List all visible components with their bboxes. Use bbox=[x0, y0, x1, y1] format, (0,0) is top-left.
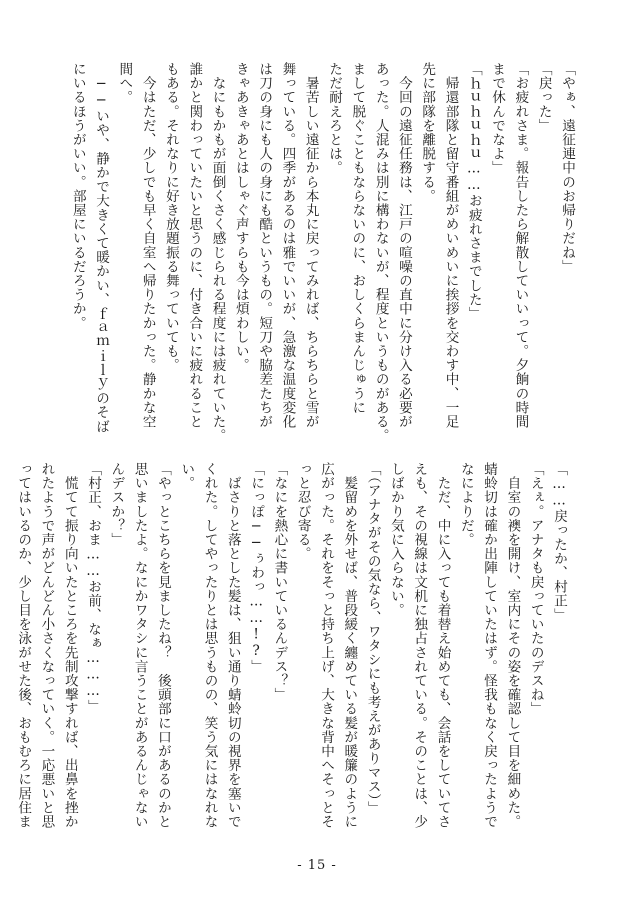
text-line: 「お疲れさま。報告したら解散していいって。夕餉の時間 bbox=[512, 62, 529, 429]
text-line: 暑苦しい遠征から本丸に戻ってみれば、ちらちらと雪が bbox=[302, 62, 319, 429]
text-line: ただ、中に入っても着替え始めても、会話をしていてさ bbox=[434, 462, 451, 829]
text-line: っと忍び寄る。 bbox=[294, 462, 311, 561]
text-line: にいるほうがいい。部屋にいるだろうか。 bbox=[69, 62, 86, 330]
text-line: 今はただ、少しでも早く自室へ帰りたかった。静かな空 bbox=[139, 62, 156, 429]
text-line: 「やっとこちらを見ましたね？ 後頭部に口があるのかと bbox=[154, 462, 171, 829]
text-line: ばさりと落とした髪は、狙い通り蜻蛉切の視界を塞いで bbox=[224, 462, 241, 829]
text-line: 髪留めを外せば、普段緩く纏めている髪が暖簾のように bbox=[341, 462, 358, 829]
text-line: 広がった。それをそっと持ち上げ、大きな背中へそっとそ bbox=[318, 462, 335, 829]
text-line: 「村正、おま……お前、なぁ………」 bbox=[85, 462, 102, 714]
text-line: 誰かと関わっていたいと思うのに、付き合いに疲れること bbox=[186, 62, 203, 429]
text-line: ──いや、静かで大きくて暖かい、ｆａｍｉｌｙのそば bbox=[93, 62, 110, 434]
text-block-top bbox=[69, 62, 578, 443]
text-line: 舞っている。四季があるのは雅でいいが、急激な温度変化 bbox=[279, 62, 296, 429]
text-line: 蜻蛉切は確か出陣していたはず。怪我もなく戻ったようで bbox=[481, 462, 498, 829]
text-line: くれた。してやったりとは思うものの、笑う気にはなれな bbox=[201, 462, 218, 829]
text-line: い。 bbox=[178, 462, 195, 491]
text-line: しばかり気に入らない。 bbox=[387, 462, 404, 618]
text-block-bottom bbox=[15, 462, 570, 847]
text-line: 「（アナタがその気なら、ワタシにも考えがありマス）」 bbox=[364, 462, 381, 815]
text-line: ってはいるのか、少し目を泳がせた後、おもむろに居住ま bbox=[15, 462, 32, 829]
text-line: 帰還部隊と留守番組がめいめいに挨拶を交わす中、一足 bbox=[442, 62, 459, 429]
text-line: まで休んでなよ」 bbox=[489, 62, 506, 175]
text-line: 今回の遠征任務は、江戸の喧噪の直中に分け入る必要が bbox=[395, 62, 412, 429]
text-line: なによりだ。 bbox=[457, 462, 474, 547]
text-line: えも、その視線は文机に独占されている。そのことは、少 bbox=[411, 462, 428, 829]
text-line: 思いましたよ。なにかワタシに言うことがあるんじゃない bbox=[131, 462, 148, 829]
text-line: 「にっぽ──ぅわっ……!?」 bbox=[248, 462, 265, 674]
text-line: まして脱ぐこともならないのに、おしくらまんじゅうに bbox=[349, 62, 366, 415]
text-line: ただ耐えろとは。 bbox=[326, 62, 343, 175]
text-line: きゃあきゃあとはしゃぐ声すらも今は煩わしい。 bbox=[232, 62, 249, 373]
text-line: 「戻った」 bbox=[535, 62, 552, 133]
text-line: れたようで声がどんどん小さくなっていく。一応悪いと思 bbox=[38, 462, 55, 829]
text-line: 間へ。 bbox=[116, 62, 133, 105]
text-line: は刀の身にも人の身にも酷というもの。短刀や脇差たちが bbox=[256, 62, 273, 429]
text-line: んデスか？」 bbox=[108, 462, 125, 547]
text-line: 「……戻ったか、村正」 bbox=[551, 462, 567, 622]
text-line: 「なにを熱心に書いているんデス？」 bbox=[271, 462, 288, 702]
text-line: 自室の襖を開け、室内にその姿を確認して目を細めた。 bbox=[504, 462, 521, 829]
text-line: 「ｈｕｈｕｈｕ……お疲れさまでした」 bbox=[465, 62, 482, 321]
text-line: 「えぇ。アナタも戻っていたのデスね」 bbox=[527, 462, 544, 716]
text-line: 「やぁ、遠征連中のお帰りだね」 bbox=[559, 62, 575, 274]
page-number: - 15 - bbox=[297, 858, 337, 873]
text-line: あった。人混みは別に構わないが、程度というものがある。 bbox=[372, 62, 389, 443]
text-line: 先に部隊を離脱する。 bbox=[419, 62, 436, 203]
text-line: なにもかもが面倒くさく感じられる程度には疲れていた。 bbox=[209, 62, 226, 443]
text-line: 慌てて振り向いたところを先制攻撃すれば、出鼻を挫か bbox=[61, 462, 78, 829]
text-line: もある。それなりに好き放題振る舞っていても。 bbox=[162, 62, 179, 373]
